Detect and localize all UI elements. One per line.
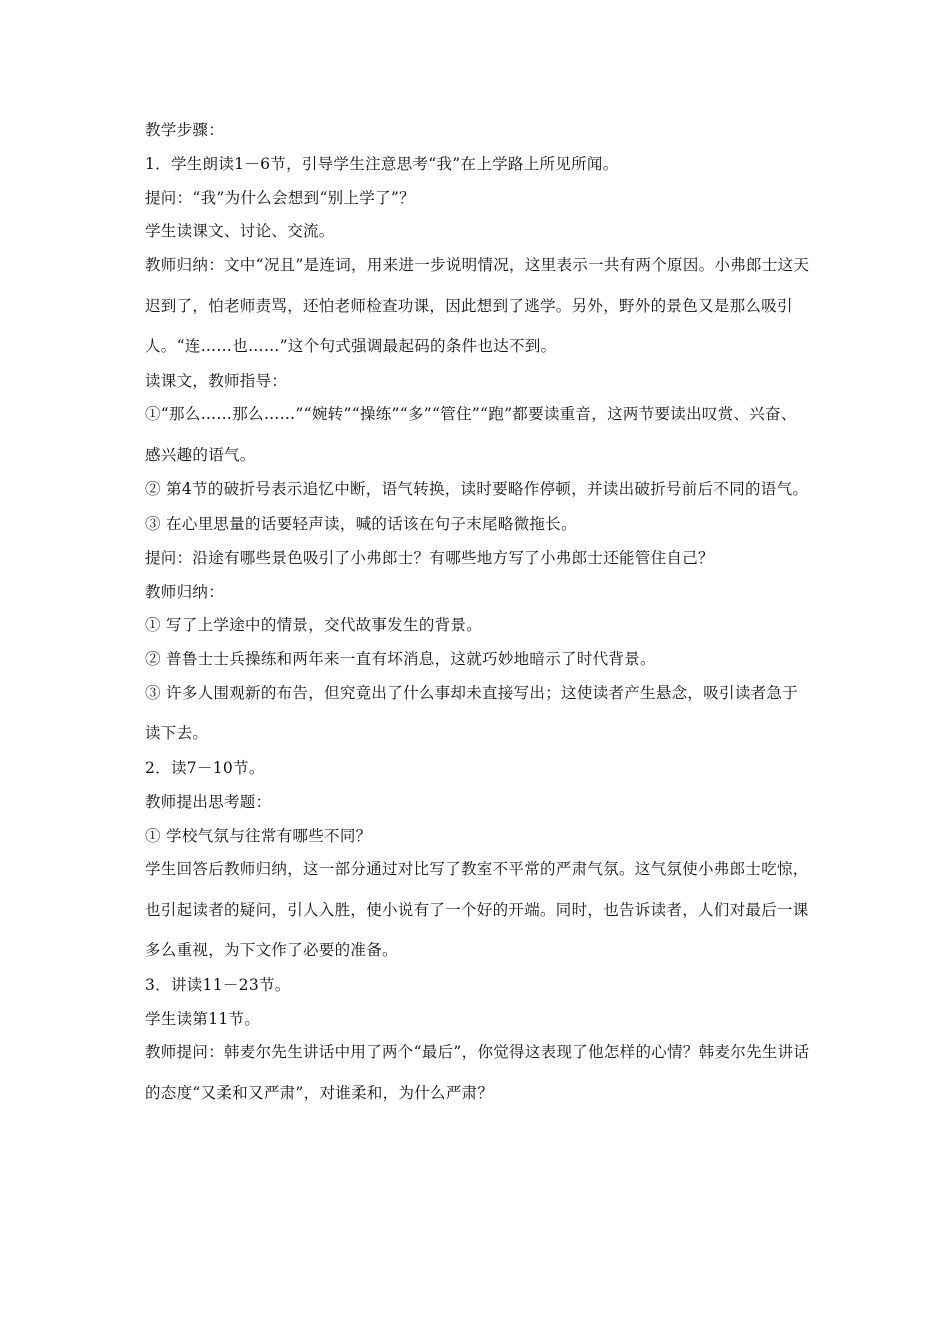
teacher-summary-paragraph: 教师归纳：文中“况且”是连词，用来进一步说明情况，这里表示一共有两个原因。小弗郎士这天迟到了，怕老师责骂，还怕老师检查功课，因此想到了逃学。另外，野外的景色又是那么吸引人。“连……也……”这个句式强调最起码的条件也达不到。 bbox=[145, 256, 810, 356]
thinking-question-1: ① 学校气氛与往常有哪些不同？ bbox=[145, 826, 372, 845]
thinking-question-heading: 教师提出思考题： bbox=[145, 792, 272, 811]
reading-guide-heading: 读课文，教师指导： bbox=[145, 371, 288, 390]
teacher-summary-heading: 教师归纳： bbox=[145, 582, 225, 601]
section-heading: 教学步骤： bbox=[145, 121, 225, 139]
step-1-paragraph: 1．学生朗读1－6节，引导学生注意思考“我”在上学路上所见所闻。 bbox=[145, 154, 619, 173]
summary-item-3: ③ 许多人围观新的布告，但究竟出了什么事却未直接写出；这使读者产生悬念，吸引读者急于读下去。 bbox=[145, 683, 799, 743]
question-paragraph-2: 提问：沿途有哪些景色吸引了小弗郎士？有哪些地方写了小弗郎士还能管住自己？ bbox=[145, 548, 714, 567]
guide-item-3: ③ 在心里思量的话要轻声读，喊的话该在句子末尾略微拖长。 bbox=[145, 514, 577, 533]
summary-item-2: ② 普鲁士士兵操练和两年来一直有坏消息，这就巧妙地暗示了时代背景。 bbox=[145, 650, 656, 669]
guide-item-1: ①“那么……那么……”“婉转”“操练”“多”“管住”“跑”都要读重音，这两节要读出叹赏、兴奋、感兴趣的语气。 bbox=[145, 405, 797, 464]
teacher-question-paragraph: 教师提问：韩麦尔先生讲话中用了两个“最后”，你觉得这表现了他怎样的心情？韩麦尔先生讲话的态度“又柔和又严肃”，对谁柔和，为什么严肃？ bbox=[145, 1043, 810, 1102]
summary-item-1: ① 写了上学途中的情景，交代故事发生的背景。 bbox=[145, 616, 483, 635]
question-paragraph: 提问：“我”为什么会想到“别上学了”？ bbox=[145, 188, 415, 207]
step-2-paragraph: 2．读7－10节。 bbox=[145, 758, 265, 777]
activity-paragraph: 学生读课文、讨论、交流。 bbox=[145, 222, 335, 241]
step-3-paragraph: 3．讲读11－23节。 bbox=[145, 975, 291, 994]
answer-summary-paragraph: 学生回答后教师归纳，这一部分通过对比写了教室不平常的严肃气氛。这气氛使小弗郎士吃惊，也引起读者的疑问，引人入胜，使小说有了一个好的开端。同时，也告诉读者，人们对最后一课多么重视，为下文作了必要的准备。 bbox=[145, 860, 809, 960]
document-body bbox=[145, 120, 810, 1117]
reading-paragraph: 学生读第11节。 bbox=[145, 1009, 261, 1028]
guide-item-2: ② 第4节的破折号表示追忆中断，语气转换，读时要略作停顿，并读出破折号前后不同的语气。 bbox=[145, 480, 809, 499]
